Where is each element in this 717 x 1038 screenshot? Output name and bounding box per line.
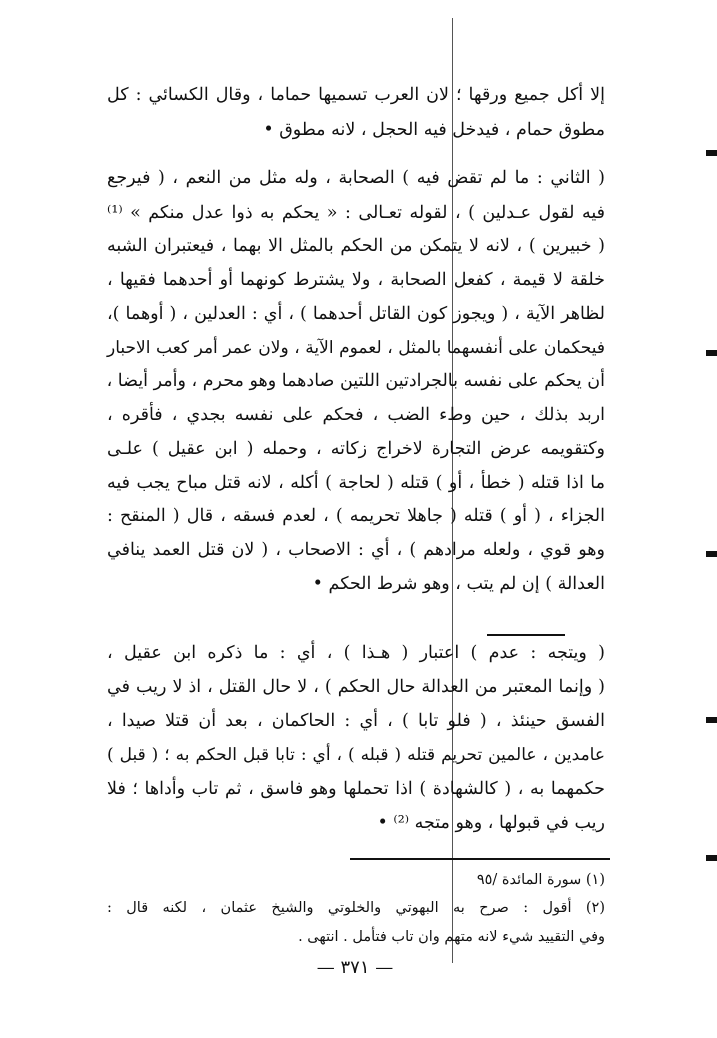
body-text-line: خلقة لا قيمة ، كفعل الصحابة ، ولا يشترط كونهما أو أحدهما فقيها ، — [107, 270, 605, 290]
body-text-line: عامدين ، عالمين تحريم قتله ( قبله ) ، أي : تابا قبل الحكم به ؛ ( قبل ) — [107, 745, 605, 765]
body-text-line: فيه لقول عـدلين ) ، لقوله تعـالى : « يحكم به ذوا عدل منكم » ⁽¹⁾ — [107, 203, 605, 223]
body-text-line: ريب في قبولها ، وهو متجه ⁽²⁾ • — [377, 813, 605, 833]
body-text-line: الجزاء ، ( أو ) قتله ( جاهلا تحريمه ) ، لعدم فسقه ، قال ( المنقح : — [107, 506, 605, 526]
body-text-line: ( وإنما المعتبر من العدالة حال الحكم ) ، لا حال القتل ، اذ لا ريب في — [107, 677, 605, 697]
body-text-line: حكمهما به ، ( كالشهادة ) اذا تحملها وهو فاسق ، ثم تاب وأداها ؛ فلا — [107, 779, 605, 799]
margin-tick-mark — [706, 551, 717, 557]
body-text-line: وكتقويمه عرض التجارة لاخراج زكاته ، وحمله ( ابن عقيل ) علـى — [107, 439, 605, 459]
footnote-2-continuation: وفي التقييد شيء لانه متهم وان تاب فتأمل . انتهى . — [298, 929, 605, 945]
body-text-line: الفسق حينئذ ، ( فلو تابا ) ، أي : الحاكمان ، بعد أن قتلا صيدا ، — [107, 711, 605, 731]
footnote-1: (١) سورة المائدة /٩٥ — [476, 872, 605, 888]
body-text-line: ما اذا قتله ( خطأ ، أو ) قتله ( لحاجة ) أكله ، لانه قتل مباح يجب فيه — [107, 473, 605, 493]
body-text-line: فيحكمان على أنفسهما بالمثل ، لعموم الآية ، ولان عمر أمر كعب الاحبار — [107, 338, 605, 358]
margin-tick-mark — [706, 350, 717, 356]
margin-tick-mark — [706, 150, 717, 156]
body-text-line: أن يحكم على نفسه بالجرادتين اللتين صادهما وهو محرم ، وأمر أيضا ، — [106, 371, 605, 391]
body-text-line: مطوق حمام ، فيدخل فيه الحجل ، لانه مطوق • — [263, 120, 605, 140]
margin-tick-mark — [706, 717, 717, 723]
body-text-line: ( ويتجه : عدم ) اعتبار ( هـذا ) ، أي : ما ذكره ابن عقيل ، — [107, 643, 605, 663]
section-separator — [487, 634, 565, 636]
body-text-line: وهو قوي ، ولعله مرادهم ) ، أي : الاصحاب ، ( لان قتل العمد ينافي — [107, 540, 605, 560]
margin-tick-mark — [706, 855, 717, 861]
body-text-line: إلا أكل جميع ورقها ؛ لان العرب تسميها حماما ، وقال الكسائي : كل — [107, 85, 605, 105]
footnote-2: (٢) أقول : صرح به البهوتي والخلوتي والشيخ عثمان ، لكنه قال : — [107, 900, 605, 916]
page-number: — ٣٧١ — — [316, 957, 394, 978]
body-text-line: العدالة ) إن لم يتب ، وهو شرط الحكم • — [312, 574, 605, 594]
body-text-line: ( الثاني : ما لم تقض فيه ) الصحابة ، وله مثل من النعم ، ( فيرجع — [107, 168, 605, 188]
footnote-separator — [350, 858, 610, 860]
body-text-line: ( خبيرين ) ، لانه لا يتمكن من الحكم بالمثل الا بهما ، فيعتبران الشبه — [107, 236, 605, 256]
body-text-line: اربد بذلك ، حين وطء الضب ، فحكم على نفسه بجدي ، فأقره ، — [107, 405, 605, 425]
body-text-line: لظاهر الآية ، ( ويجوز كون القاتل أحدهما ) ، أي : العدلين ، ( أوهما )، — [107, 304, 605, 324]
